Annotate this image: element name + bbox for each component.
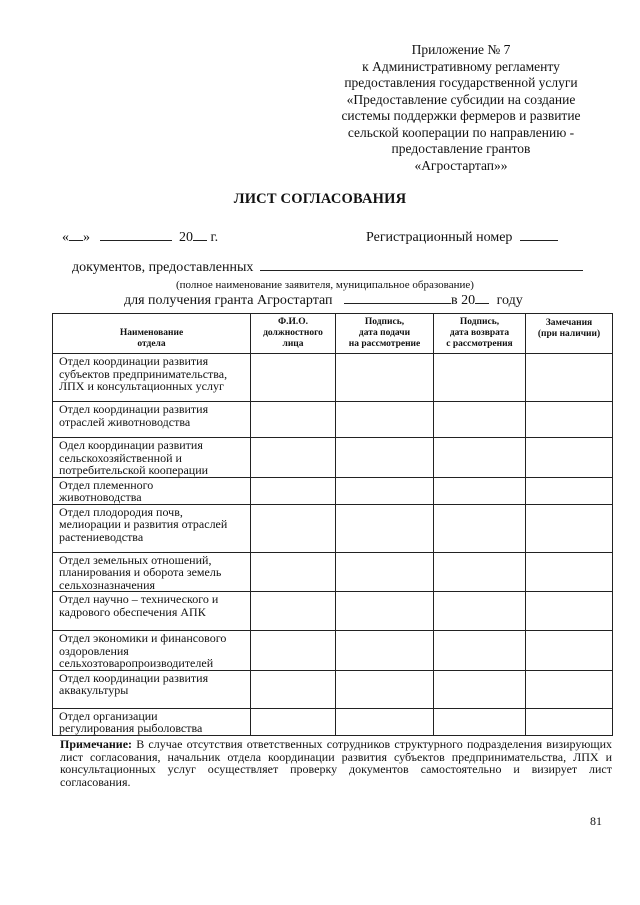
department-line: планирования и оборота земель: [59, 565, 222, 579]
appendix-line: «Агростартап»»: [414, 157, 508, 173]
department-cell: [53, 592, 251, 631]
table-row: [53, 504, 613, 552]
department-line: мелиорации и развития отраслей: [59, 517, 228, 531]
department-cell: [53, 477, 251, 504]
return-cell[interactable]: [434, 504, 526, 552]
appendix-line: предоставление грантов: [391, 141, 531, 156]
appendix-line: «Предоставление субсидии на создание: [346, 91, 576, 107]
header-line: дата подачи: [358, 328, 411, 338]
department-cell: [53, 631, 251, 671]
submit-cell[interactable]: [336, 402, 434, 438]
submit-cell[interactable]: [336, 592, 434, 631]
return-cell[interactable]: [434, 438, 526, 478]
department-line: Одел координации развития: [59, 438, 203, 452]
department-line: растениеводства: [59, 529, 144, 544]
return-cell[interactable]: [434, 670, 526, 708]
grant-year-suffix: году: [496, 293, 523, 308]
table-row: [53, 402, 613, 438]
remarks-cell[interactable]: [526, 477, 613, 504]
remarks-cell[interactable]: [526, 354, 613, 402]
name-cell[interactable]: [251, 670, 336, 708]
name-cell[interactable]: [251, 477, 336, 504]
header-return-signature: [434, 314, 526, 354]
header-name: [251, 314, 336, 354]
table-row: [53, 552, 613, 592]
header-line: Подпись,: [364, 317, 405, 327]
name-cell[interactable]: [251, 402, 336, 438]
department-cell: [53, 552, 251, 592]
header-line: Наименование: [119, 327, 184, 338]
remarks-cell[interactable]: [526, 438, 613, 478]
name-cell[interactable]: [251, 592, 336, 631]
appendix-line: к Административному регламенту: [362, 58, 560, 74]
page-title: ЛИСТ СОГЛАСОВАНИЯ: [233, 191, 407, 207]
table-row: [53, 708, 613, 735]
submit-cell[interactable]: [336, 354, 434, 402]
table-row: [53, 477, 613, 504]
table-row: [53, 631, 613, 671]
table-header-row: [53, 314, 613, 354]
note-label: Примечание:: [60, 737, 133, 751]
name-cell[interactable]: [251, 438, 336, 478]
table-row: [53, 670, 613, 708]
return-cell[interactable]: [434, 592, 526, 631]
note-text: В случае отсутствия ответственных сотрудников структурного подразделения визирующих лист согласования, начальник отдела координации развития субъектов предпринимательства, ЛПХ и консультационных услуг осуществляет проверку документов самостоятельно и визирует лист согласования.: [60, 737, 612, 789]
department-cell: [53, 708, 251, 735]
registration-line: [366, 229, 558, 246]
header-line: с рассмотрения: [446, 339, 513, 349]
remarks-cell[interactable]: [526, 592, 613, 631]
department-line: сельхозтоваропроизводителей: [59, 656, 214, 670]
header-line: (при наличии): [537, 329, 601, 339]
return-cell[interactable]: [434, 631, 526, 671]
remarks-cell[interactable]: [526, 504, 613, 552]
department-line: Отдел координации развития: [59, 402, 209, 416]
department-line: сельскохозяйственной и: [59, 450, 182, 465]
header-line: лица: [282, 339, 304, 349]
header-line: Подпись,: [459, 317, 500, 327]
header-line: на рассмотрение: [348, 339, 421, 349]
appendix-line: системы поддержки фермеров и развитие: [341, 108, 581, 123]
remarks-cell[interactable]: [526, 670, 613, 708]
grant-line: [124, 292, 523, 309]
name-cell[interactable]: [251, 708, 336, 735]
date-line: [62, 229, 218, 246]
table-row: [53, 438, 613, 478]
submit-cell[interactable]: [336, 477, 434, 504]
approval-table: [52, 313, 613, 736]
submit-cell[interactable]: [336, 504, 434, 552]
page-number: 81: [590, 814, 602, 828]
remarks-cell[interactable]: [526, 631, 613, 671]
table-row: [53, 354, 613, 402]
return-cell[interactable]: [434, 552, 526, 592]
close-quote: »: [83, 230, 90, 245]
department-line: кадрового обеспечения АПК: [59, 604, 206, 619]
department-line: Отдел научно – технического и: [59, 592, 219, 606]
applicant-hint: (полное наименование заявителя, муниципальное образование): [176, 279, 474, 291]
submit-cell[interactable]: [336, 631, 434, 671]
header-submit-signature: [336, 314, 434, 354]
appendix-line: сельской кооперации по направлению -: [347, 124, 575, 140]
documents-line: [72, 259, 583, 276]
grant-year-prefix: в 20: [451, 293, 476, 308]
department-cell: [53, 504, 251, 552]
registration-number-field[interactable]: [520, 229, 558, 241]
department-line: регулирования рыболовства: [59, 721, 203, 735]
grant-field[interactable]: [344, 292, 451, 304]
department-cell: [53, 354, 251, 402]
open-quote: «: [62, 230, 69, 245]
name-cell[interactable]: [251, 552, 336, 592]
department-line: аквакультуры: [59, 683, 129, 697]
year-suffix: г.: [207, 230, 219, 245]
grant-year-field[interactable]: [475, 292, 489, 304]
department-line: Отдел племенного: [59, 477, 154, 492]
department-line: сельхозназначения: [59, 577, 156, 592]
department-cell: [53, 402, 251, 438]
department-line: оздоровления: [59, 643, 129, 658]
name-cell[interactable]: [251, 504, 336, 552]
registration-label: Регистрационный номер: [366, 230, 513, 245]
year-prefix: 20: [179, 230, 193, 245]
return-cell[interactable]: [434, 708, 526, 735]
remarks-cell[interactable]: [526, 708, 613, 735]
name-cell[interactable]: [251, 354, 336, 402]
department-cell: [53, 670, 251, 708]
header-line: Ф.И.О.: [277, 317, 309, 327]
remarks-cell[interactable]: [526, 552, 613, 592]
name-cell[interactable]: [251, 631, 336, 671]
header-department: [53, 314, 251, 354]
appendix-header: [300, 42, 622, 174]
department-line: Отдел земельных отношений,: [59, 552, 212, 567]
department-line: субъектов предпринимательства,: [59, 366, 228, 381]
header-line: отдела: [137, 338, 166, 349]
return-cell[interactable]: [434, 354, 526, 402]
documents-label: документов, предоставленных: [72, 260, 254, 275]
department-line: Отдел координации развития: [59, 670, 209, 685]
submit-cell[interactable]: [336, 708, 434, 735]
department-cell: [53, 438, 251, 478]
submit-cell[interactable]: [336, 438, 434, 478]
department-line: Отдел организации: [59, 708, 158, 723]
return-cell[interactable]: [434, 477, 526, 504]
grant-label: для получения гранта Агростартап: [124, 293, 333, 308]
header-remarks: [526, 314, 613, 354]
remarks-cell[interactable]: [526, 402, 613, 438]
department-line: животноводства: [59, 490, 142, 504]
department-line: отраслей животноводства: [59, 414, 191, 429]
department-line: Отдел координации развития: [59, 354, 209, 368]
note-paragraph: [60, 738, 612, 788]
day-field[interactable]: [69, 229, 83, 241]
header-line: дата возврата: [449, 328, 510, 338]
table-row: [53, 592, 613, 631]
header-line: должностного: [263, 328, 323, 338]
applicant-field[interactable]: [260, 259, 583, 271]
department-line: потребительской кооперации: [59, 463, 209, 477]
department-line: Отдел плодородия почв,: [59, 504, 183, 519]
submit-cell[interactable]: [336, 552, 434, 592]
submit-cell[interactable]: [336, 670, 434, 708]
department-line: ЛПХ и консультационных услуг: [59, 379, 224, 393]
appendix-line: предоставления государственной услуги: [344, 75, 578, 90]
month-field[interactable]: [100, 229, 172, 241]
year-field[interactable]: [193, 229, 207, 241]
appendix-line: Приложение № 7: [411, 42, 511, 57]
header-line: Замечания: [545, 318, 593, 328]
return-cell[interactable]: [434, 402, 526, 438]
department-line: Отдел экономики и финансового: [59, 631, 227, 645]
